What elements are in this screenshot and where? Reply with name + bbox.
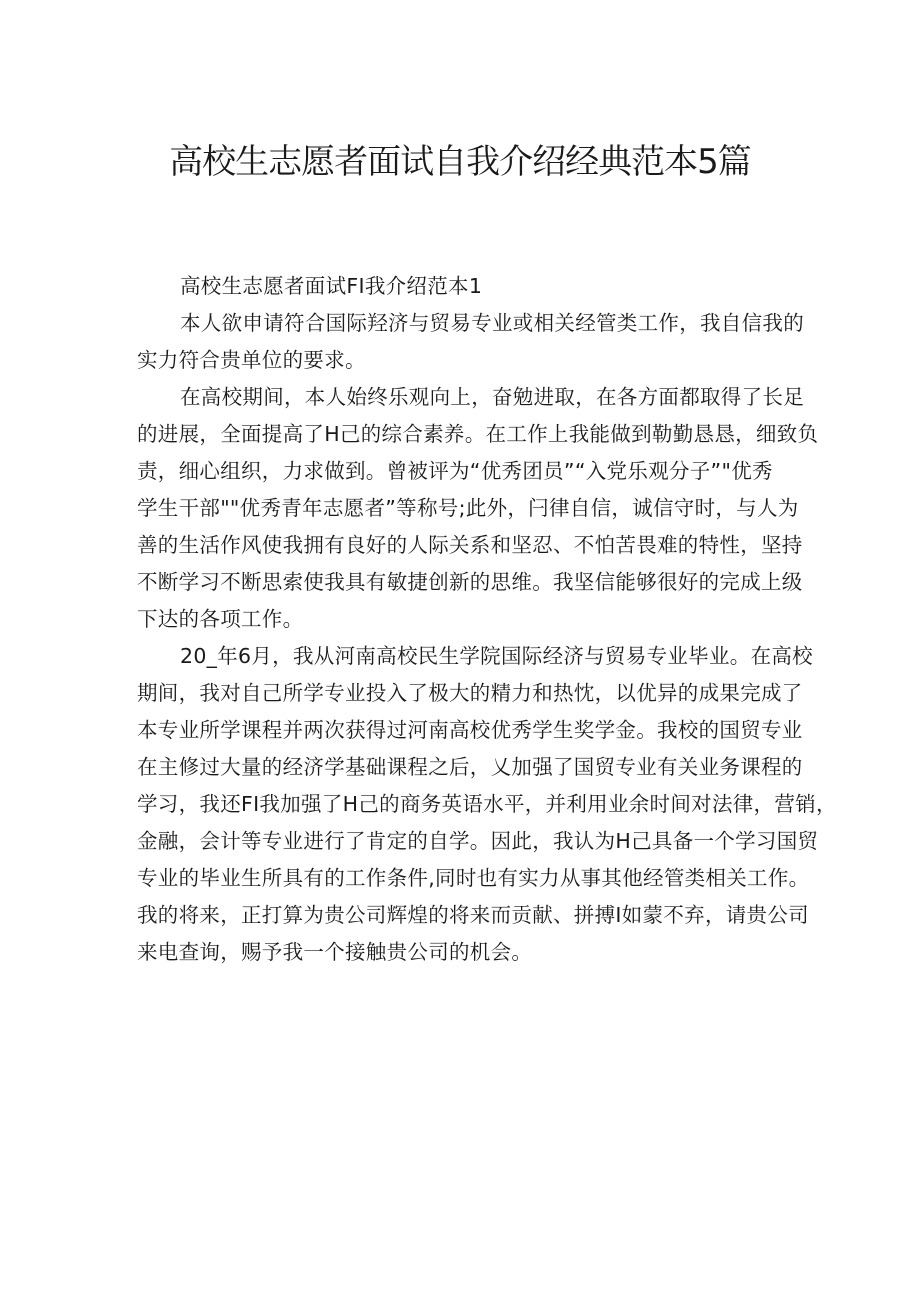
section-heading: 高校生志愿者面试FI我介绍范本1 (180, 274, 483, 298)
paragraph-line: 善的生活作风使我拥有良好的人际关系和坚忍、不怕苦畏难的特性，坚持 (137, 533, 803, 557)
paragraph-line: 我的将来，正打算为贵公司辉煌的将来而贡献、拼搏I如蒙不弃，请贵公司 (137, 903, 809, 927)
paragraph-line: 20_年6月，我从河南高校民生学院国际经济与贸易专业毕业。在高校 (180, 644, 813, 668)
paragraph-3 (137, 638, 837, 971)
paragraph-line: 金融，会计等专业进行了肯定的自学。因此，我认为H己具备一个学习国贸 (137, 829, 819, 853)
document-title: 高校生志愿者面试自我介绍经典范本5篇 (169, 142, 751, 182)
paragraph-line: 期间，我对自己所学专业投入了极大的精力和热忱，以优异的成果完成了 (137, 681, 803, 705)
paragraph-line: 下达的各项工作。 (137, 607, 304, 631)
paragraph-line: 在高校期间，本人始终乐观向上，奋勉进取，在各方面都取得了长足 (180, 385, 804, 409)
paragraph-line: 责，细心组织，力求做到。曾被评为“优秀团员”“入党乐观分子”"优秀 (137, 459, 773, 483)
paragraph-line: 的进展，全面提高了H己的综合素养。在工作上我能做到勒勤恳恳，细致负 (137, 422, 819, 446)
paragraph-line: 实力符合贵单位的要求。 (137, 348, 366, 372)
paragraph-line: 在主修过大量的经济学基础课程之后，乂加强了国贸专业有关业务课程的 (137, 755, 803, 779)
paragraph-line: 来电查询，赐予我一个接触贵公司的机会。 (137, 940, 533, 964)
paragraph-1 (137, 305, 804, 379)
paragraph-line: 不断学习不断思索使我具有敏捷创新的思维。我坚信能够很好的完成上级 (137, 570, 803, 594)
document-body (137, 268, 837, 971)
paragraph-line: 本专业所学课程并两次获得过河南高校优秀学生奖学金。我校的国贸专业 (137, 718, 803, 742)
paragraph-line: 学生干部""优秀青年志愿者”等称号;此外，闩律自信，诚信守时，与人为 (137, 496, 799, 520)
paragraph-line: 专业的毕业生所具有的工作条件,同时也有实力从事其他经管类相关工作。 (137, 866, 810, 890)
paragraph-line: 学习，我还FI我加强了H己的商务英语水平，并利用业余时间对法律，营销， (137, 792, 837, 816)
paragraph-2 (137, 379, 819, 638)
paragraph-line: 本人欲申请符合国际羟济与贸易专业或相关经管类工作，我自信我的 (180, 311, 804, 335)
